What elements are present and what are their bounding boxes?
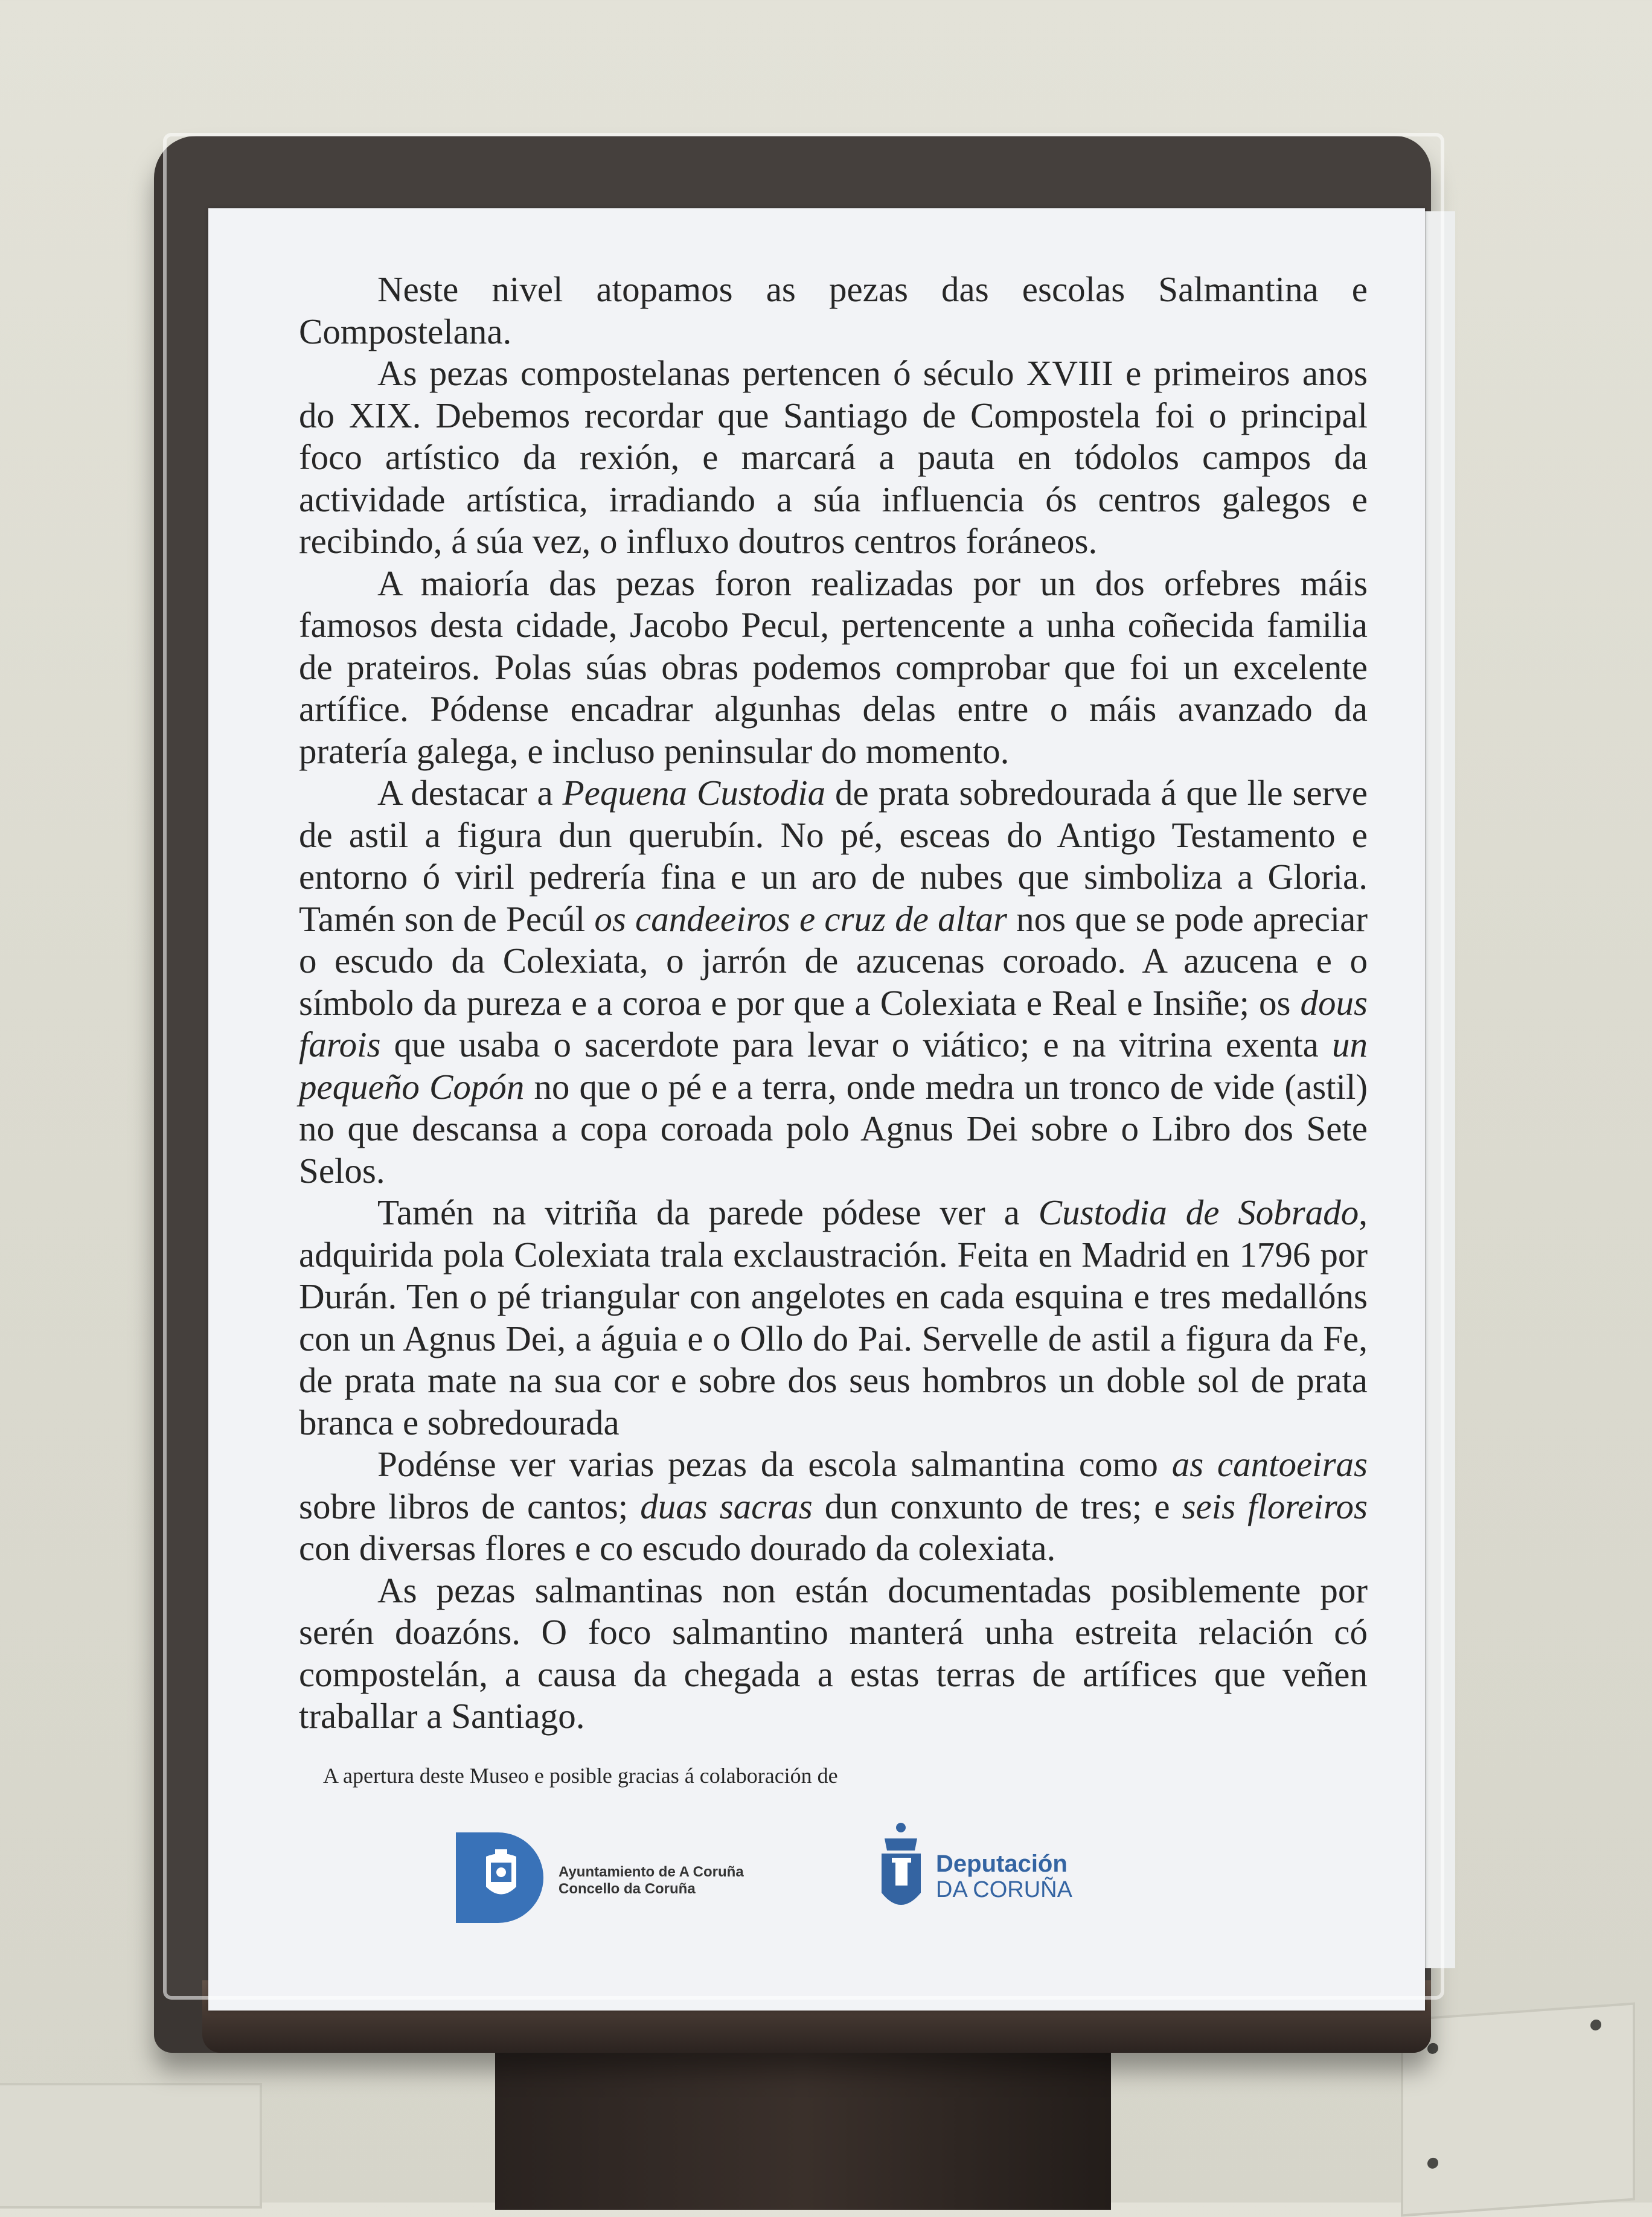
coruna-logo-line2: Concello da Coruña [559, 1881, 696, 1897]
text-run: no que o pé e a terra, onde medra un tronco de vide (astil) no que descansa a copa coroada polo Agnus Dei sobre o Libro dos Sete Selos. [299, 1066, 1368, 1191]
text-run: Tamén na vitriña da parede pódese ver a [377, 1192, 1039, 1232]
text-run: nos que se pode apreciar o escudo da Colexiata, o jarrón de azucenas coroado. A azucena e o símbolo da pureza e a coroa e por que a Colexiata e Real e Insiñe; os [299, 898, 1368, 1023]
italic-phrase: Custodia de Sobrado [1038, 1192, 1359, 1232]
text-run: dun conxunto de tres; e [812, 1486, 1182, 1526]
italic-phrase: Pequena Custodia [562, 773, 826, 813]
italic-phrase: duas sacras [640, 1486, 813, 1526]
text-run: As pezas compostelanas pertencen ó século XVIII e primeiros anos do XIX. Debemos recordar que Santiago de Compostela foi o principal foco artístico da rexión, e marcará a pauta en tódolos campos da actividade artística, irradiando a súa influencia ós centros galegos e recibindo, á súa vez, o influxo doutros centros foráneos. [299, 353, 1368, 561]
text-run: A maioría das pezas foron realizadas por un dos orfebres máis famosos desta cidade, Jacobo Pecul, pertencente a unha coñecida familia de prateiros. Polas súas obras podemos comprobar que foi un excelente artífice. Pódense encadrar algunhas delas entre o máis avanzado da pratería galega, e incluso peninsular do momento. [299, 563, 1368, 771]
italic-phrase: seis floreiros [1182, 1486, 1368, 1526]
text-run: de prata sobredourada á que lle serve de astil a figura dun querubín. No pé, esceas do Antigo Testamento e entorno ó viril pedrería fina e un aro de nubes que simboliza a Gloria. Tamén son de Pecúl [299, 773, 1368, 939]
italic-phrase: un pequeño Copón [299, 1025, 1368, 1107]
wall-plate-left [0, 2083, 262, 2209]
text-run: con diversas flores e co escudo dourado da colexiata. [299, 1528, 1056, 1568]
text-run: As pezas salmantinas non están documentadas posiblemente por serén doazóns. O foco salmantino manterá unha estreita relación có compostelán, a causa da chegada a estas terras de artífices que veñen traballar a Santiago. [299, 1570, 1368, 1736]
text-run: , adquirida pola Colexiata trala exclaustración. Feita en Madrid en 1796 por Durán. Ten o pé triangular con angelotes en cada esquina e tres medallóns con un Agnus Dei, a águia e o Ollo do Pai. Servelle de astil a figura da Fe, de prata mate na sua cor e sobre dos seus hombros un doble sol de prata branca e sobredourada [299, 1192, 1368, 1442]
deputacion-logo-line2: DA CORUÑA [936, 1877, 1072, 1902]
text-run: A destacar a [377, 773, 563, 813]
text-run: sobre libros de cantos; [299, 1486, 641, 1526]
coruna-logo-line1: Ayuntamiento de A Coruña [559, 1864, 744, 1880]
deputacion-logo-line1: Deputación [936, 1851, 1068, 1877]
italic-phrase: os candeeiros e cruz de altar [594, 898, 1007, 939]
credit-line: A apertura deste Museo e posible gracias á colaboración de [323, 1764, 838, 1788]
text-run: Podénse ver varias pezas da escola salmantina como [377, 1444, 1172, 1484]
text-run: Neste nivel atopamos as pezas das escolas Salmantina e Compostelana. [299, 269, 1368, 351]
acrylic-cover [163, 133, 1444, 2000]
text-run: que usaba o sacerdote para levar o viático; e na vitrina exenta [380, 1025, 1332, 1064]
italic-phrase: as cantoeiras [1171, 1444, 1368, 1484]
italic-phrase: dous farois [299, 982, 1368, 1064]
wall-electrical-panel [1401, 2002, 1635, 2216]
